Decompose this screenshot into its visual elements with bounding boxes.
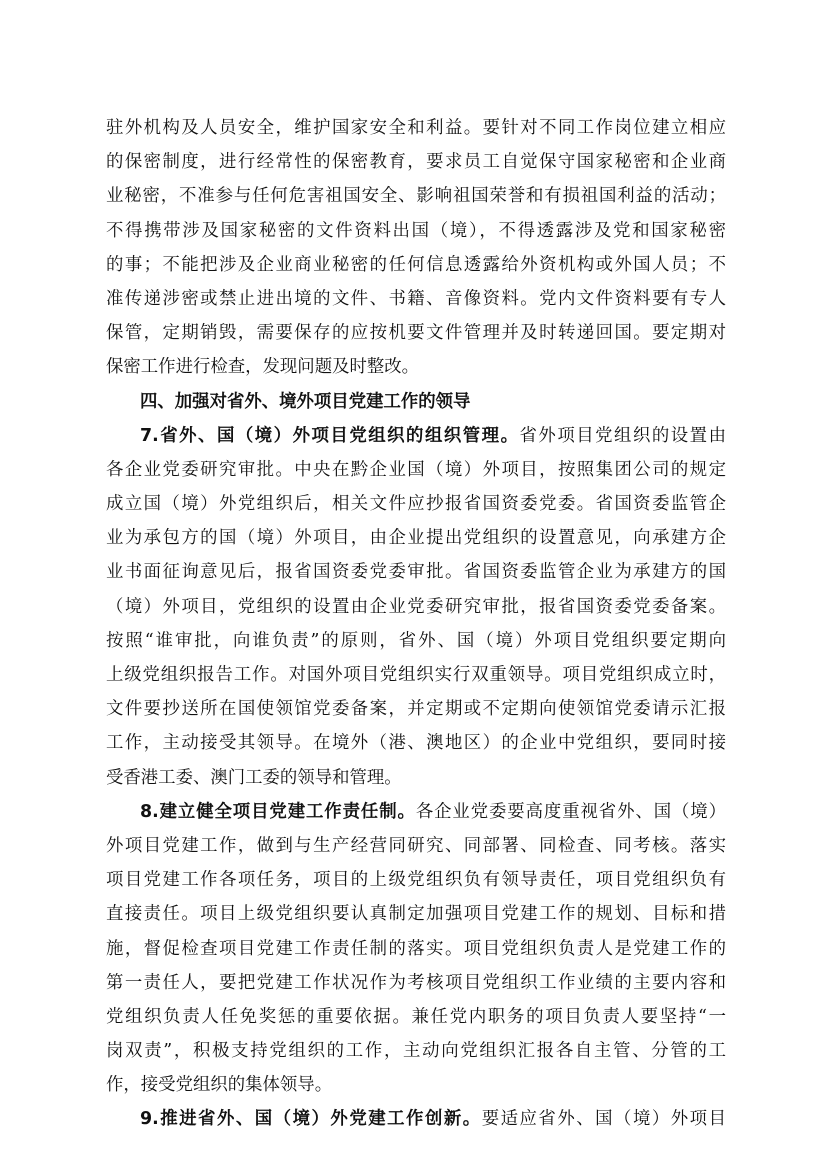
text-line: 党组织负责人任免奖惩的重要依据。兼任党内职务的项目负责人要坚持“一 [106,1006,726,1027]
text-line: 各企业党委研究审批。中央在黔企业国（境）外项目，按照集团公司的规定 [106,459,726,480]
text-line [106,795,726,829]
text-line: 受香港工委、澳门工委的领导和管理。 [106,767,402,788]
section-heading: 四、加强对省外、境外项目党建工作的领导 [140,391,471,412]
text-line: 岗双责”，积极支持党组织的工作，主动向党组织汇报各自主管、分管的工 [106,1041,726,1062]
paragraph-item-8 [106,795,726,1103]
text-line: 外项目党建工作，做到与生产经营同研究、同部署、同检查、同考核。落实 [106,835,726,856]
text-line: 直接责任。项目上级党组织要认真制定加强项目党建工作的规划、目标和措 [106,904,726,925]
text-line: 保管，定期销毁，需要保存的应按机要文件管理并及时转递回国。要定期对 [106,323,726,344]
text-line: 驻外机构及人员安全，维护国家安全和利益。要针对不同工作岗位建立相应 [106,118,726,138]
text-line [106,419,726,453]
text-line: 的保密制度，进行经常性的保密教育，要求员工自觉保守国家秘密和企业商 [106,152,726,173]
text-line: 第一责任人，要把党建工作状况作为考核项目党组织工作业绩的主要内容和 [106,972,726,993]
item-lead: 7.省外、国（境）外项目党组织的组织管理。 [140,425,520,446]
text-line: 成立国（境）外党组织后，相关文件应抄报省国资委党委。省国资委监管企 [106,494,726,515]
text-line: 业书面征询意见后，报省国资委党委审批。省国资委监管企业为承建方的国 [106,562,726,583]
text-line: 施，督促检查项目党建工作责任制的落实。项目党组织负责人是党建工作的 [106,938,726,959]
item-text: 各企业党委要高度重视省外、国（境） [415,801,726,822]
text-line: 项目党建工作各项任务，项目的上级党组织负有领导责任，项目党组织负有 [106,870,726,891]
paragraph-item-9 [106,1102,726,1136]
text-line: 作，接受党组织的集体领导。 [106,1075,333,1096]
item-lead: 8.建立健全项目党建工作责任制。 [140,801,416,822]
item-text: 省外项目党组织的设置由 [519,425,726,446]
text-line [106,1102,726,1136]
text-line: 准传递涉密或禁止进出境的文件、书籍、音像资料。党内文件资料要有专人 [106,288,726,309]
item-lead: 9.推进省外、国（境）外党建工作创新。 [140,1109,482,1130]
text-line: 上级党组织报告工作。对国外项目党组织实行双重领导。项目党组织成立时， [106,665,726,685]
text-line: 保密工作进行检查，发现问题及时整改。 [106,357,420,378]
text-line: 不得携带涉及国家秘密的文件资料出国（境），不得透露涉及党和国家秘密 [106,220,726,241]
item-text: 要适应省外、国（境）外项目 [481,1109,726,1130]
paragraph-confidentiality [106,111,726,385]
text-line: 业为承包方的国（境）外项目，由企业提出党组织的设置意见，向承建方企 [106,528,726,549]
text-line: 工作，主动接受其领导。在境外（港、澳地区）的企业中党组织，要同时接 [106,733,726,754]
text-line: （境）外项目，党组织的设置由企业党委研究审批，报省国资委党委备案。 [106,596,726,617]
paragraph-item-7 [106,419,726,795]
text-line: 的事；不能把涉及企业商业秘密的任何信息透露给外资机构或外国人员；不 [106,254,726,275]
text-line: 业秘密，不准参与任何危害祖国安全、影响祖国荣誉和有损祖国利益的活动； [106,186,726,207]
text-line: 文件要抄送所在国使领馆党委备案，并定期或不定期向使领馆党委请示汇报 [106,699,726,720]
text-line: 按照“谁审批，向谁负责”的原则，省外、国（境）外项目党组织要定期向 [106,630,726,651]
document-page [106,111,726,1137]
